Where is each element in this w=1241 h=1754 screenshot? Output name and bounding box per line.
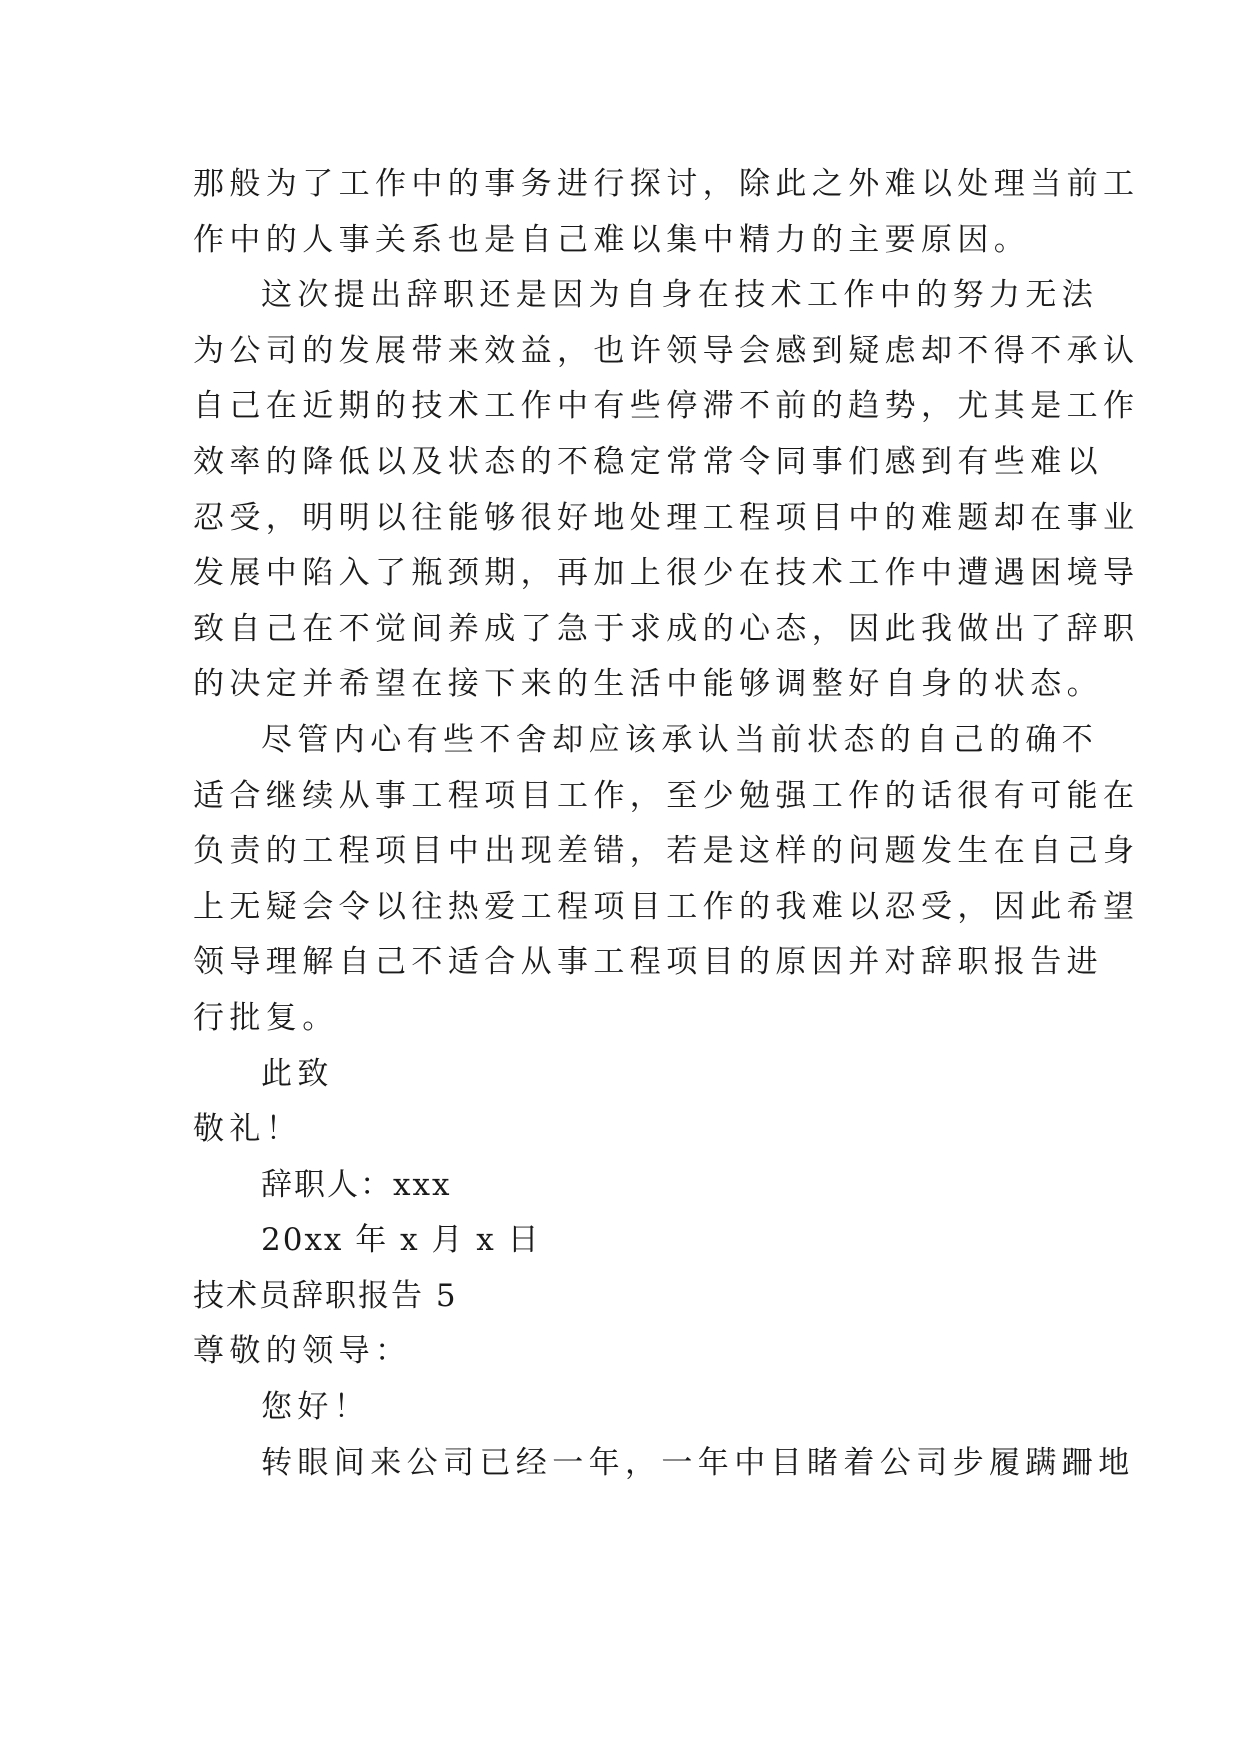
- greeting-line: 您好！: [261, 1389, 371, 1426]
- text-line: 作中的人事关系也是自己难以集中精力的主要原因。: [193, 221, 1031, 258]
- letter-body: [193, 157, 1140, 1491]
- paragraph-start-line: 转眼间来公司已经一年，一年中目睹着公司步履蹒跚地: [261, 1444, 1135, 1481]
- text-line: 负责的工程项目中出现差错，若是这样的问题发生在自己身: [193, 833, 1140, 870]
- text-line: 为公司的发展带来效益，也许领导会感到疑虑却不得不承认: [193, 332, 1140, 369]
- signature-line: 辞职人：xxx: [261, 1166, 452, 1203]
- text-line: 发展中陷入了瓶颈期，再加上很少在技术工作中遭遇困境导: [193, 555, 1140, 592]
- date-line: 20xx 年 x 月 x 日: [261, 1222, 541, 1259]
- text-line: 那般为了工作中的事务进行探讨，除此之外难以处理当前工: [193, 166, 1140, 202]
- text-line: 效率的降低以及状态的不稳定常常令同事们感到有些难以: [193, 443, 1103, 480]
- text-line: 的决定并希望在接下来的生活中能够调整好自身的状态。: [193, 666, 1103, 703]
- text-line: 适合继续从事工程项目工作，至少勉强工作的话很有可能在: [193, 777, 1140, 814]
- recipient-salutation: 尊敬的领导：: [193, 1333, 412, 1370]
- paragraph-start-line: 这次提出辞职还是因为自身在技术工作中的努力无法: [261, 277, 1099, 314]
- text-line: 行批复。: [193, 999, 339, 1036]
- text-line: 致自己在不觉间养成了急于求成的心态，因此我做出了辞职: [193, 610, 1140, 647]
- text-line: 上无疑会令以往热爱工程项目工作的我难以忍受，因此希望: [193, 888, 1140, 925]
- text-line: 领导理解自己不适合从事工程项目的原因并对辞职报告进: [193, 944, 1103, 981]
- section-heading: 技术员辞职报告 5: [193, 1277, 458, 1314]
- paragraph-start-line: 尽管内心有些不舍却应该承认当前状态的自己的确不: [261, 721, 1099, 758]
- text-line: 忍受，明明以往能够很好地处理工程项目中的难题却在事业: [193, 499, 1140, 536]
- closing-salutation: 此致: [261, 1055, 334, 1092]
- closing-greeting: 敬礼！: [193, 1111, 303, 1148]
- text-line: 自己在近期的技术工作中有些停滞不前的趋势，尤其是工作: [193, 388, 1140, 425]
